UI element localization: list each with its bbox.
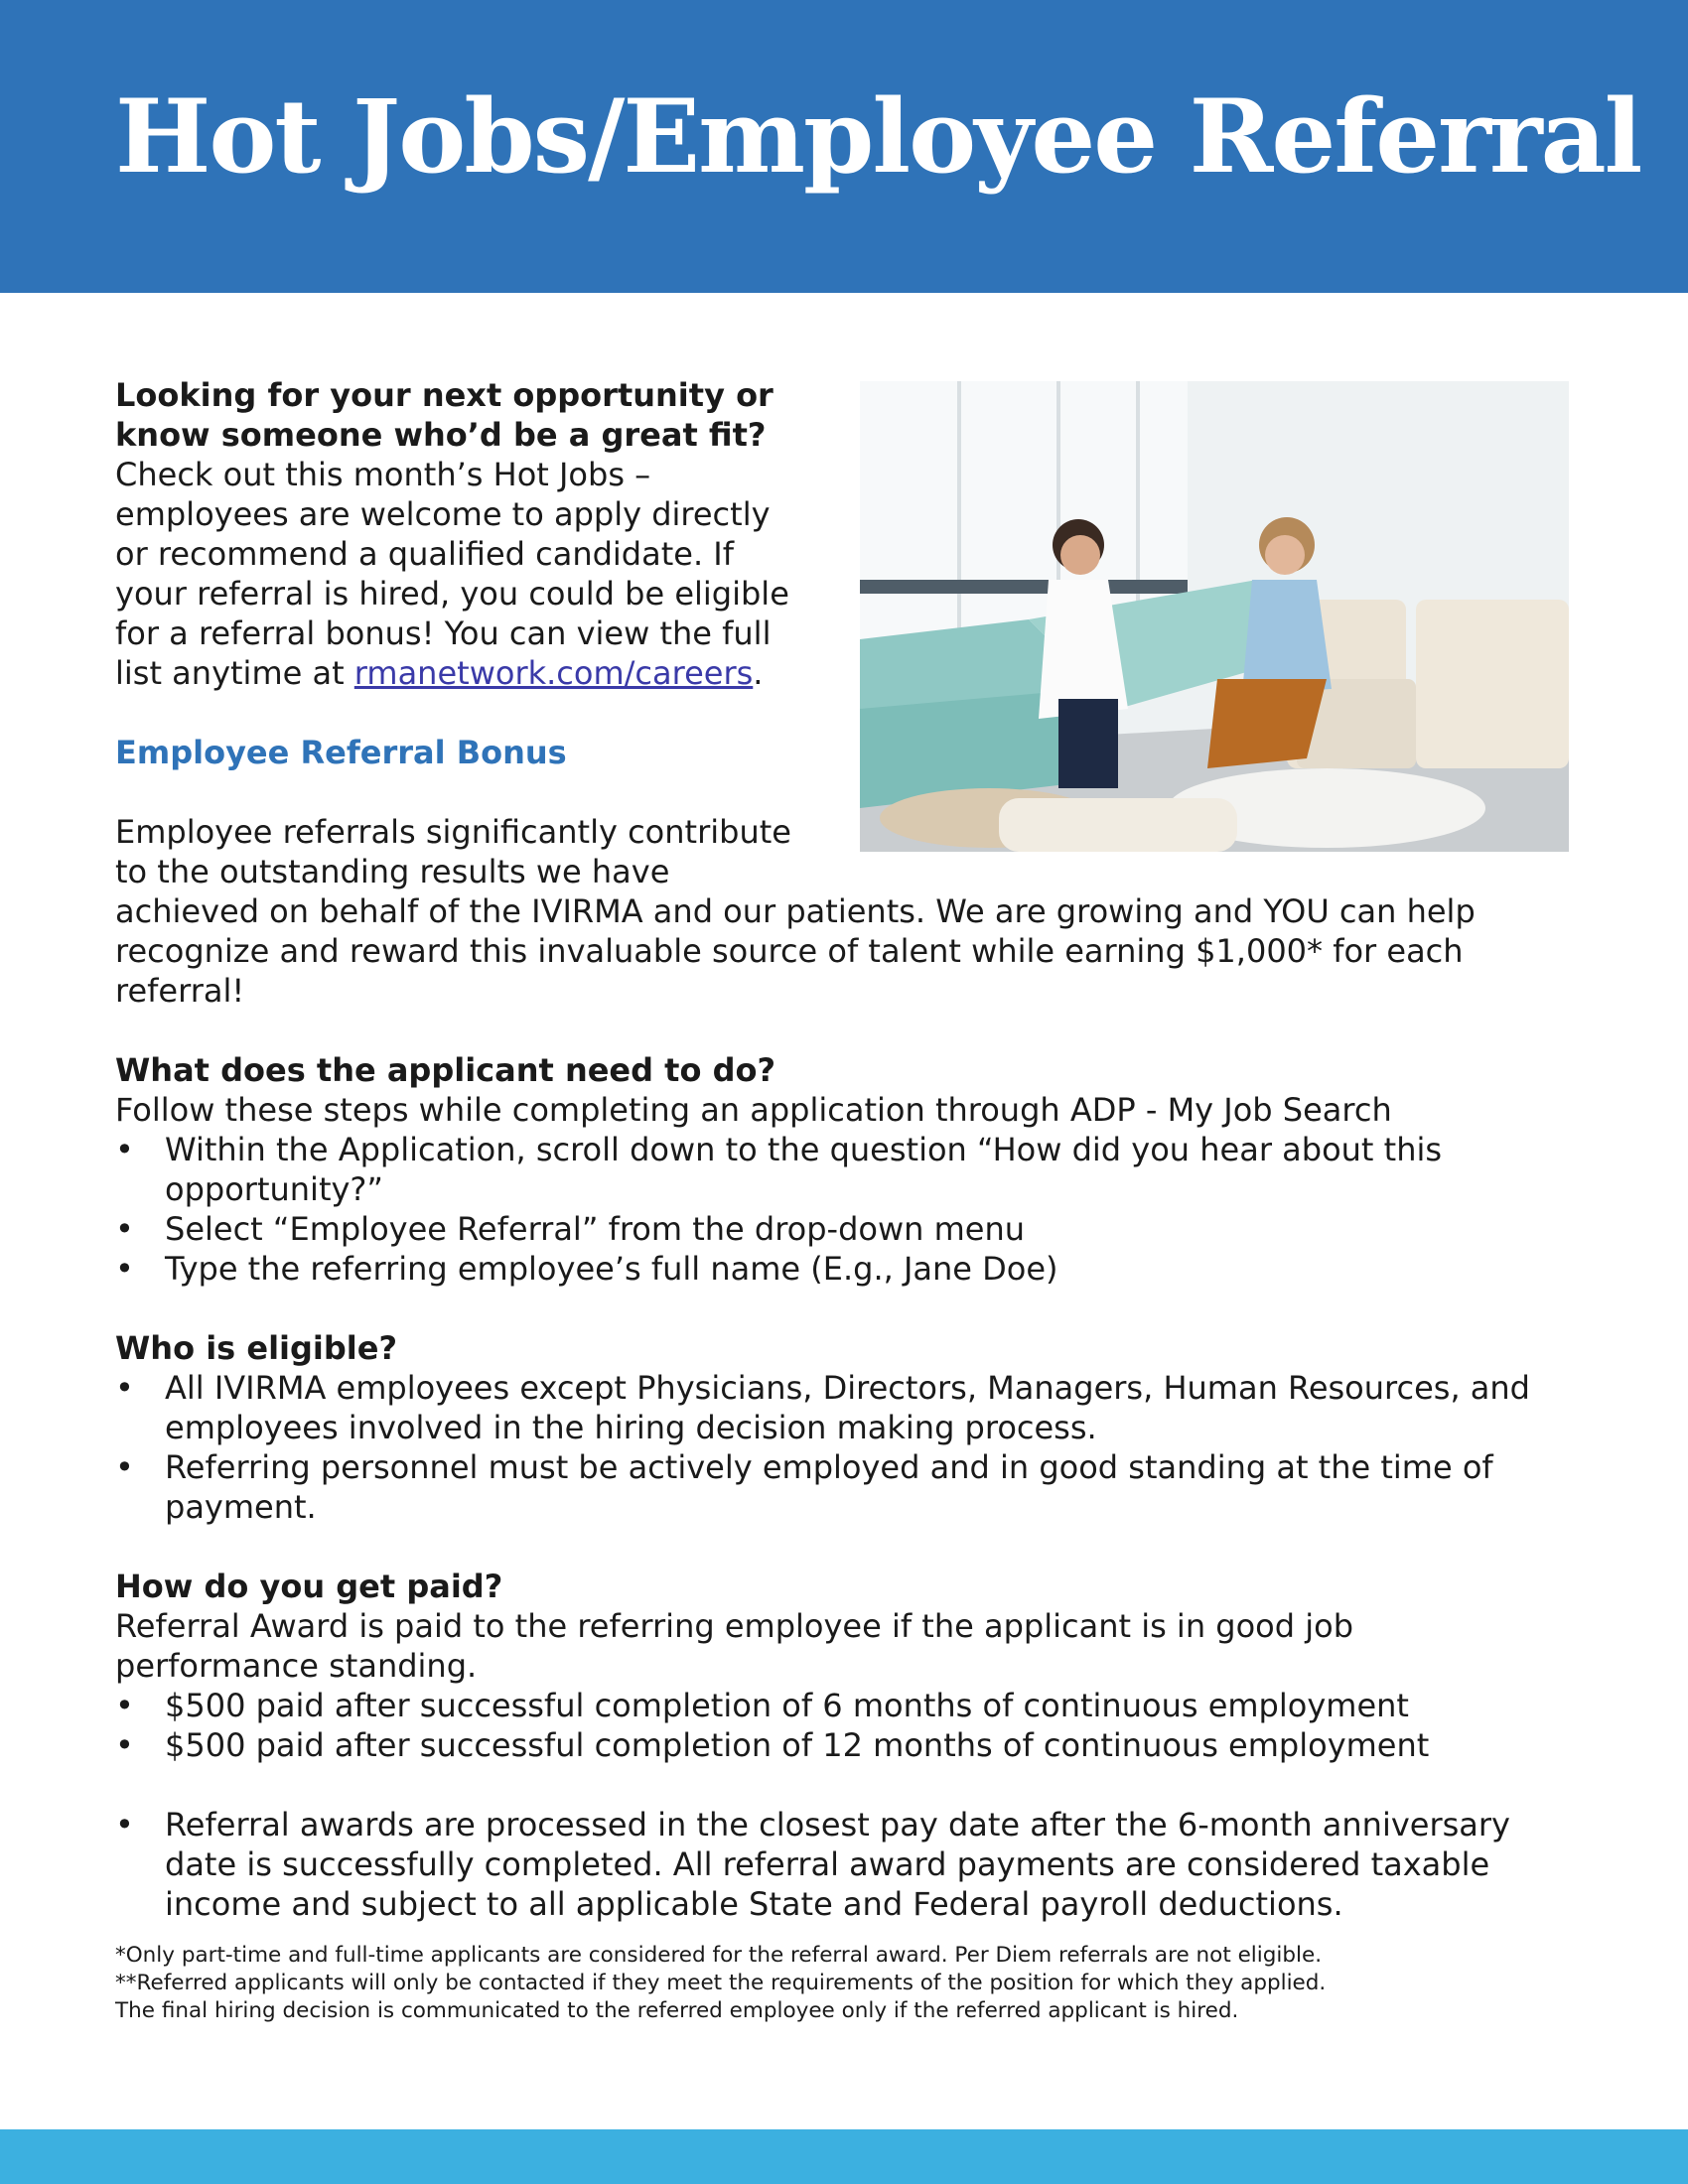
- eligible-text: payment.: [165, 1488, 317, 1526]
- paid-text: $500 paid after successful completion of 6 months of continuous employment: [165, 1687, 1409, 1724]
- intro-link-suffix: .: [753, 654, 764, 692]
- list-item: [115, 1725, 1565, 1765]
- bullet-icon: •: [115, 1687, 134, 1724]
- intro-last-line: [115, 653, 1565, 693]
- page-title: Hot Jobs/Employee Referral: [115, 77, 1641, 197]
- header-banner: [0, 0, 1688, 293]
- list-item: [115, 1447, 1565, 1527]
- eligible-text: All IVIRMA employees except Physicians, Directors, Managers, Human Resources, and: [165, 1369, 1530, 1407]
- applicant-heading: What does the applicant need to do?: [115, 1051, 776, 1089]
- bonus-line4: recognize and reward this invaluable source of talent while earning $1,000* for each: [115, 932, 1464, 970]
- paid-text: date is successfully completed. All referral award payments are considered taxable: [165, 1845, 1490, 1883]
- bonus-line1: Employee referrals significantly contribute: [115, 813, 791, 851]
- list-item: [115, 1805, 1565, 1924]
- paid-heading: How do you get paid?: [115, 1568, 503, 1605]
- bonus-line5: referral!: [115, 972, 245, 1010]
- eligible-list: [115, 1368, 1565, 1527]
- eligible-text: employees involved in the hiring decision making process.: [165, 1409, 1097, 1446]
- paid-list-2: [115, 1805, 1565, 1924]
- list-item: [115, 1368, 1565, 1447]
- bonus-line2: to the outstanding results we have: [115, 853, 670, 890]
- intro-line: employees are welcome to apply directly: [115, 495, 771, 533]
- careers-link[interactable]: rmanetwork.com/careers: [353, 654, 754, 692]
- bullet-icon: •: [115, 1726, 134, 1764]
- bonus-heading: Employee Referral Bonus: [115, 734, 567, 771]
- eligible-text: Referring personnel must be actively employed and in good standing at the time of: [165, 1448, 1493, 1486]
- bullet-icon: •: [115, 1250, 134, 1288]
- paid-list: [115, 1686, 1565, 1765]
- paid-intro-line1: Referral Award is paid to the referring employee if the applicant is in good job: [115, 1607, 1353, 1645]
- paid-intro-line2: performance standing.: [115, 1647, 478, 1685]
- bullet-icon: •: [115, 1210, 134, 1248]
- step-text: Type the referring employee’s full name (E.g., Jane Doe): [165, 1250, 1058, 1288]
- applicant-intro: Follow these steps while completing an application through ADP - My Job Search: [115, 1091, 1392, 1129]
- bonus-line3: achieved on behalf of the IVIRMA and our patients. We are growing and YOU can help: [115, 892, 1476, 930]
- footnote-line2: **Referred applicants will only be contacted if they meet the requirements of the position for which they applied.: [115, 1971, 1327, 1995]
- footnote-line1: *Only part-time and full-time applicants are considered for the referral award. Per Diem referrals are not eligible.: [115, 1943, 1323, 1968]
- footer-bar: [0, 2129, 1688, 2184]
- list-item: [115, 1249, 1565, 1289]
- intro-link-prefix: list anytime at: [115, 654, 354, 692]
- intro-line: for a referral bonus! You can view the full: [115, 614, 772, 652]
- bullet-icon: •: [115, 1806, 134, 1843]
- bullet-icon: •: [115, 1448, 134, 1486]
- bullet-icon: •: [115, 1369, 134, 1407]
- step-text: Select “Employee Referral” from the drop-down menu: [165, 1210, 1026, 1248]
- paid-text: income and subject to all applicable State and Federal payroll deductions.: [165, 1885, 1343, 1923]
- paid-text: $500 paid after successful completion of 12 months of continuous employment: [165, 1726, 1430, 1764]
- list-item: [115, 1686, 1565, 1725]
- intro-line: Check out this month’s Hot Jobs –: [115, 456, 651, 493]
- intro-heading-line2: know someone who’d be a great fit?: [115, 416, 767, 454]
- footnote-line3: The final hiring decision is communicated to the referred employee only if the referred applicant is hired.: [115, 1998, 1239, 2023]
- step-text: opportunity?”: [165, 1170, 383, 1208]
- eligible-heading: Who is eligible?: [115, 1329, 398, 1367]
- list-item: [115, 1130, 1565, 1209]
- applicant-steps: [115, 1130, 1565, 1289]
- main-content: [115, 375, 1565, 2025]
- list-item: [115, 1209, 1565, 1249]
- paid-text: Referral awards are processed in the closest pay date after the 6-month anniversary: [165, 1806, 1510, 1843]
- step-text: Within the Application, scroll down to the question “How did you hear about this: [165, 1131, 1443, 1168]
- intro-line: or recommend a qualified candidate. If: [115, 535, 734, 573]
- intro-heading-line1: Looking for your next opportunity or: [115, 376, 774, 414]
- intro-line: your referral is hired, you could be eligible: [115, 575, 789, 613]
- bullet-icon: •: [115, 1131, 134, 1168]
